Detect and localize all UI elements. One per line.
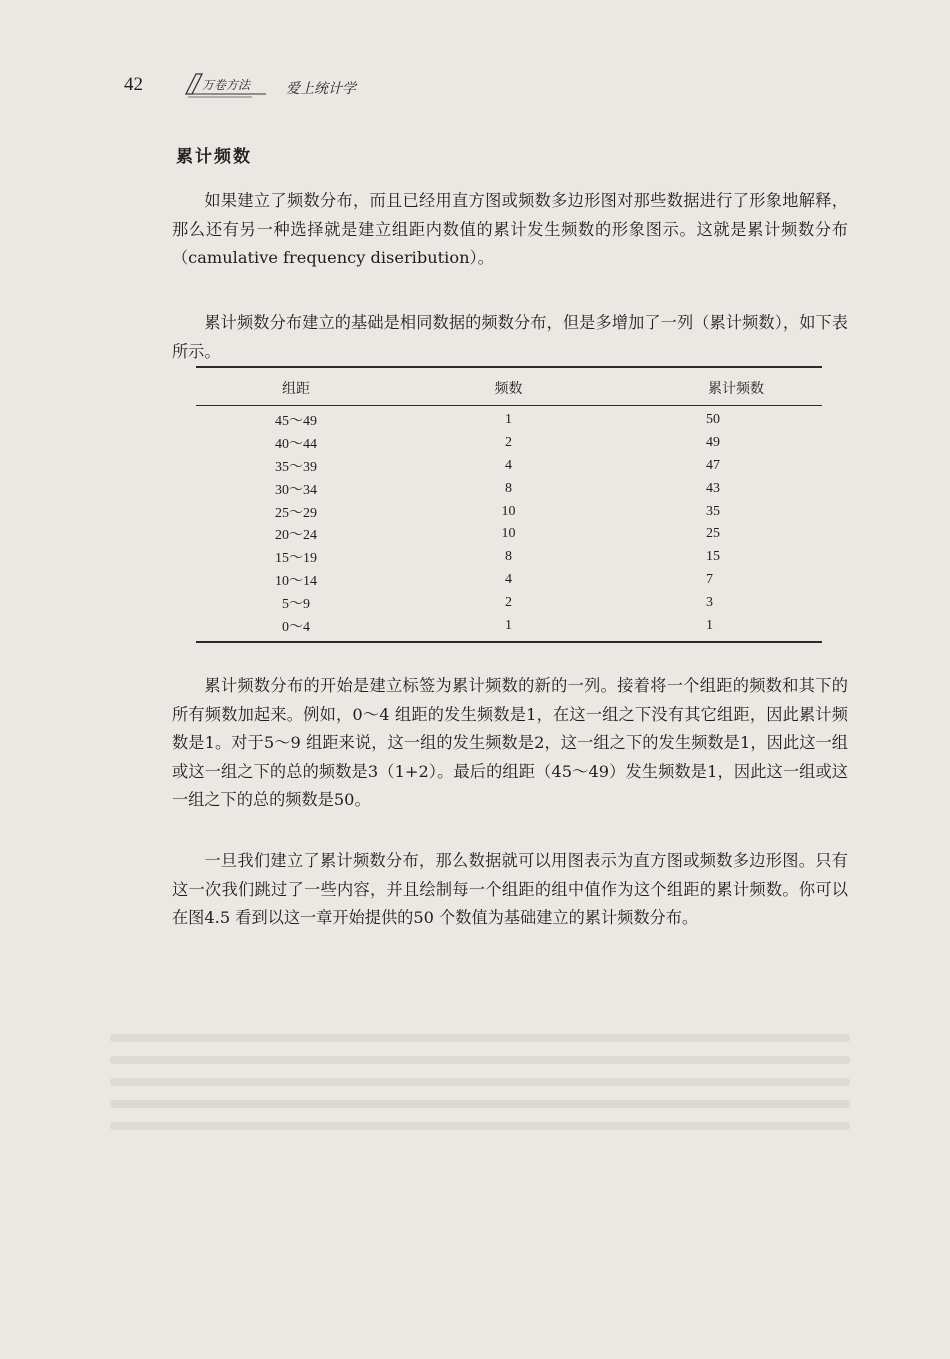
cell-cumulative: 35 xyxy=(706,503,720,519)
table-row xyxy=(196,591,822,614)
cell-interval: 30～34 xyxy=(275,482,317,498)
table-row xyxy=(196,500,822,523)
paragraph-intro: 如果建立了频数分布，而且已经用直方图或频数多边形图对那些数据进行了形象地解释，那么还有另一种选择就是建立组距内数值的累计发生频数的形象图示。这就是累计频数分布（camulative frequency diseribution）。 xyxy=(172,191,848,267)
header-frequency: 频数 xyxy=(494,381,523,397)
cell-cumulative: 25 xyxy=(706,526,720,542)
page-number: 42 xyxy=(124,74,143,95)
cell-interval: 20～24 xyxy=(275,528,317,544)
cell-interval: 5～9 xyxy=(282,596,310,612)
cell-frequency: 1 xyxy=(505,412,512,428)
cell-frequency: 10 xyxy=(501,526,516,542)
cell-cumulative: 50 xyxy=(706,412,720,428)
paragraph-table-intro: 累计频数分布建立的基础是相同数据的频数分布，但是多增加了一列（累计频数），如下表所示。 xyxy=(172,313,848,361)
cumulative-frequency-table xyxy=(196,366,822,643)
cell-frequency: 8 xyxy=(505,549,512,565)
table-row xyxy=(196,455,822,478)
cell-cumulative: 1 xyxy=(706,617,713,633)
table-header-row xyxy=(196,368,822,398)
cell-frequency: 4 xyxy=(505,571,512,587)
bleed-line xyxy=(110,1122,850,1130)
cell-frequency: 2 xyxy=(505,594,512,610)
cell-frequency: 2 xyxy=(505,435,512,451)
show-through-texture xyxy=(110,1020,850,1220)
cell-interval: 40～44 xyxy=(275,437,317,453)
table-bottom-rule xyxy=(196,641,822,643)
cell-cumulative: 43 xyxy=(706,480,720,496)
cell-frequency: 8 xyxy=(505,480,512,496)
cell-cumulative: 15 xyxy=(706,549,720,565)
bleed-line xyxy=(110,1100,850,1108)
header-interval: 组距 xyxy=(282,381,310,397)
cell-interval: 25～29 xyxy=(275,505,317,521)
table-row xyxy=(196,569,822,592)
table-row xyxy=(196,432,822,455)
table-row xyxy=(196,409,822,432)
paragraph-graphing: 一旦我们建立了累计频数分布，那么数据就可以用图表示为直方图或频数多边形图。只有这一次我们跳过了一些内容，并且绘制每一个组距的组中值作为这个组距的累计频数。你可以在图4.5 看到以这一章开始提供的50 个数值为基础建立的累计频数分布。 xyxy=(172,851,848,927)
cell-frequency: 1 xyxy=(505,617,512,633)
cell-cumulative: 3 xyxy=(706,594,713,610)
cell-interval: 10～14 xyxy=(275,573,317,589)
table-body xyxy=(196,406,822,641)
cell-interval: 45～49 xyxy=(275,414,317,430)
cell-interval: 0～4 xyxy=(282,619,310,635)
cell-frequency: 10 xyxy=(501,503,516,519)
book-title: 爱上统计学 xyxy=(286,81,356,97)
header-cumulative: 累计频数 xyxy=(708,381,764,397)
cell-interval: 15～19 xyxy=(275,551,317,567)
table-row xyxy=(196,614,822,637)
cell-cumulative: 7 xyxy=(706,571,713,587)
paragraph-explanation: 累计频数分布的开始是建立标签为累计频数的新的一列。接着将一个组距的频数和其下的所有频数加起来。例如，0～4 组距的发生频数是1，在这一组之下没有其它组距，因此累计频数是1。对于5～9 组距来说，这一组的发生频数是2，这一组之下的发生频数是1，因此这一组或这一组之下的总的频数是3（1+2）。最后的组距（45～49）发生频数是1，因此这一组或这一组之下的总的频数是50。 xyxy=(172,676,848,809)
bleed-line xyxy=(110,1078,850,1086)
bleed-line xyxy=(110,1056,850,1064)
bleed-line xyxy=(110,1034,850,1042)
table-row xyxy=(196,477,822,500)
table-row xyxy=(196,523,822,546)
series-name: 万卷方法 xyxy=(202,78,251,92)
section-title: 累计频数 xyxy=(176,147,252,167)
cell-cumulative: 49 xyxy=(706,435,720,451)
table-row xyxy=(196,546,822,569)
cell-frequency: 4 xyxy=(505,457,512,473)
cell-cumulative: 47 xyxy=(706,457,720,473)
cell-interval: 35～39 xyxy=(275,459,317,475)
